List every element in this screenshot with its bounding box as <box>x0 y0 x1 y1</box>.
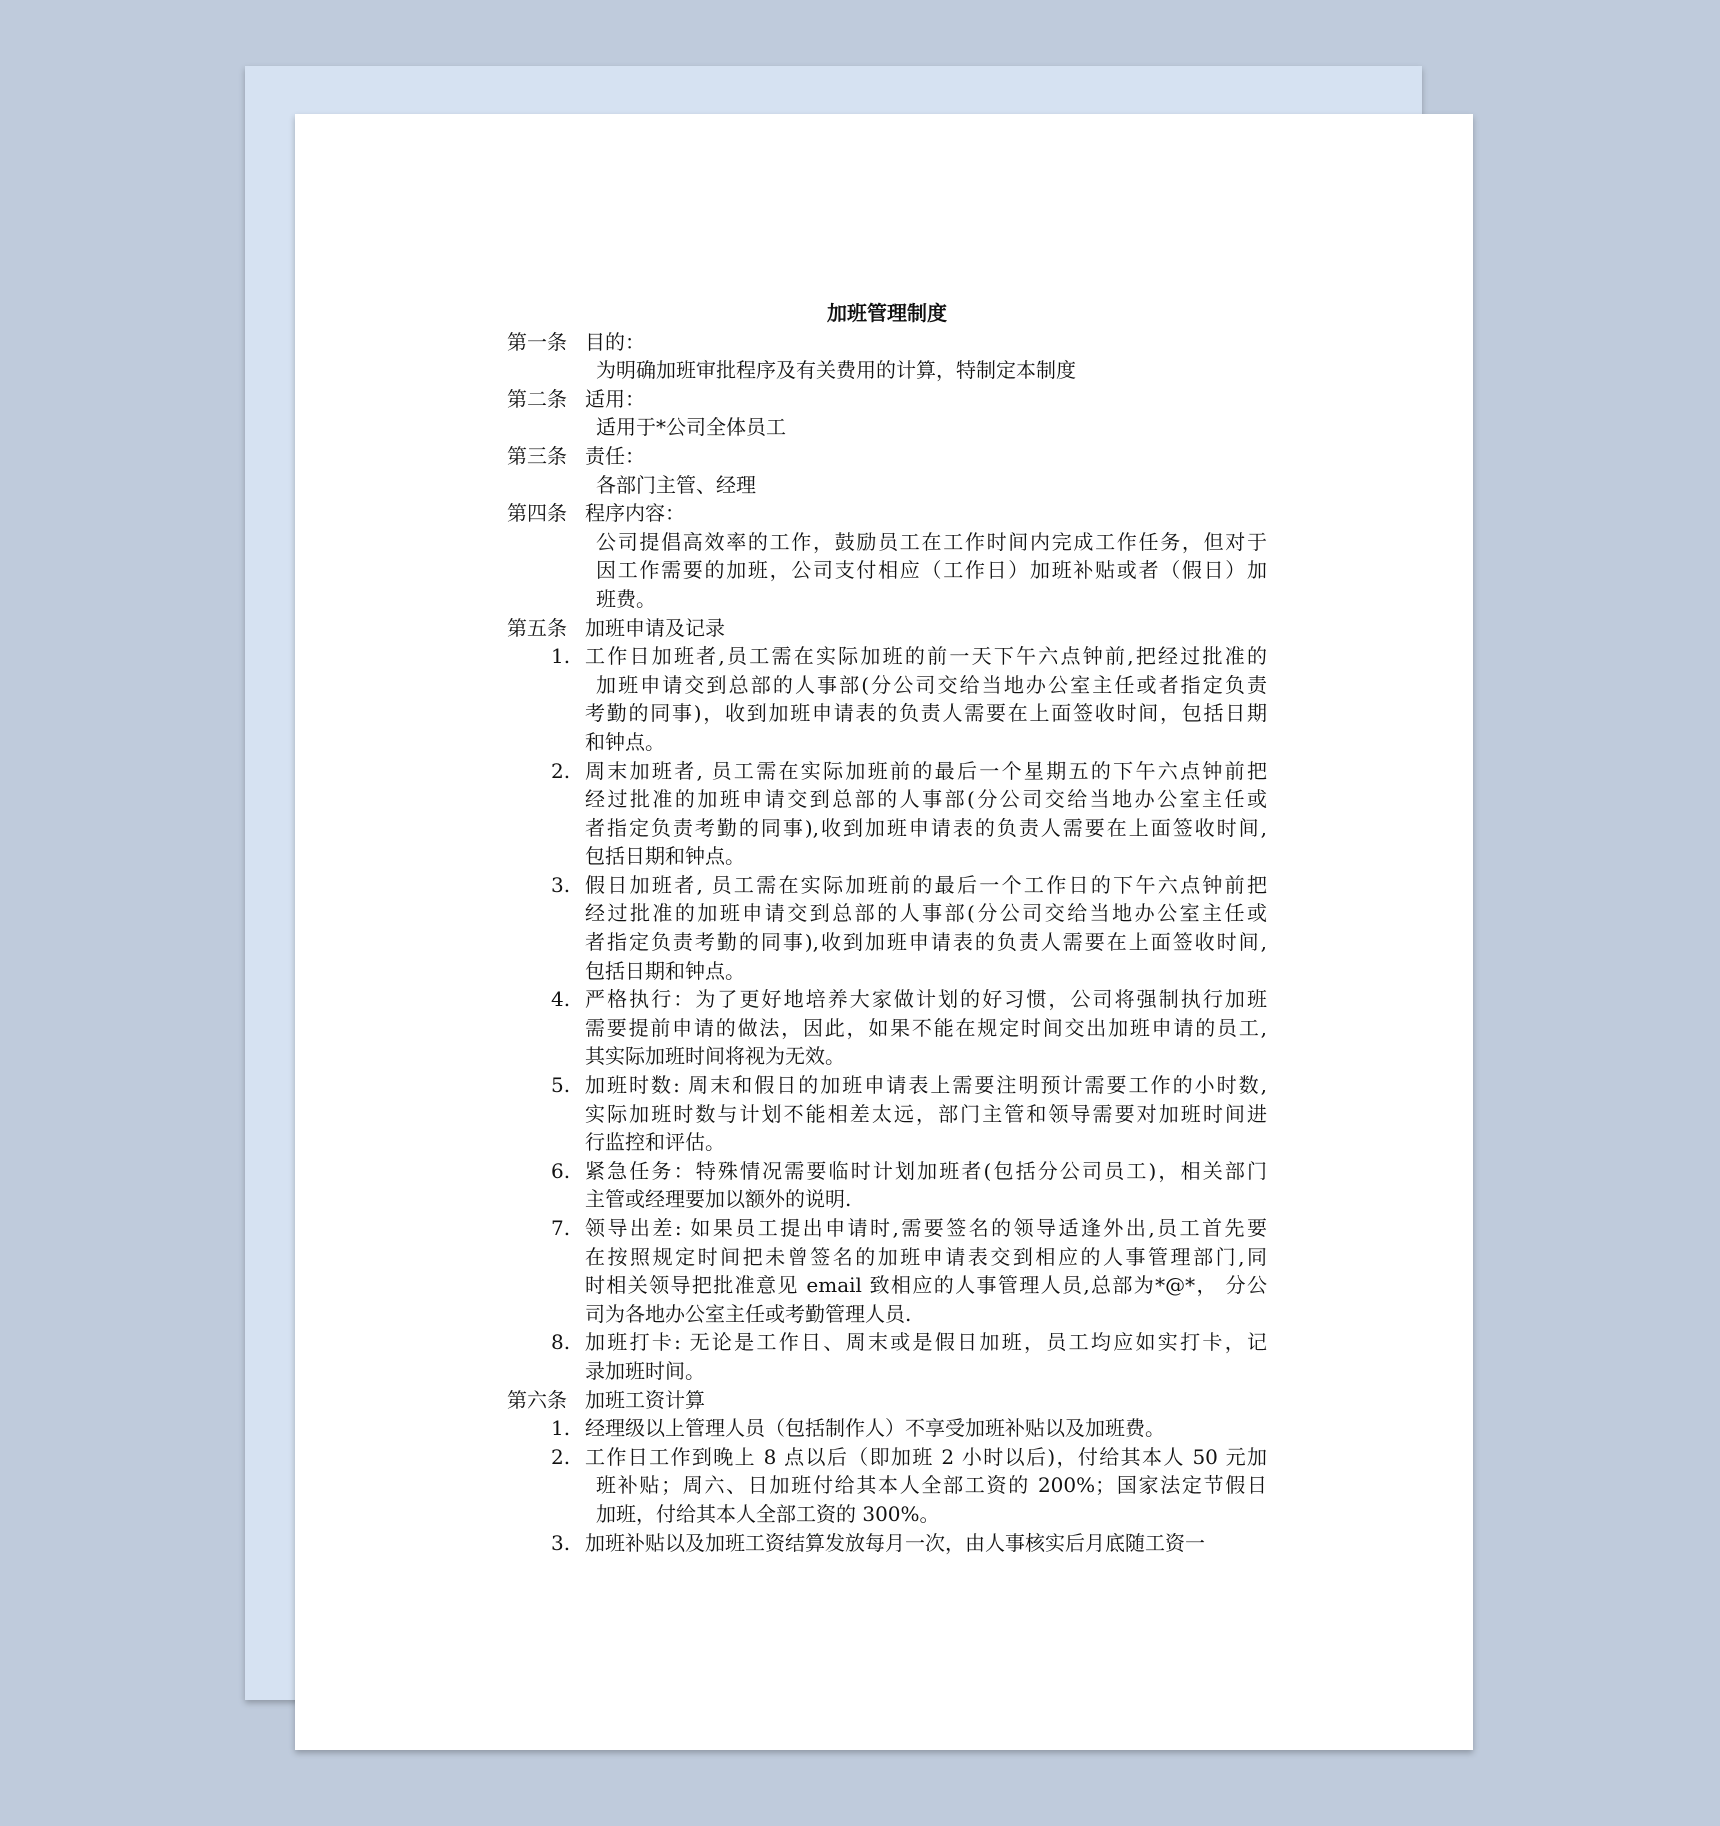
list-item-text: 在按照规定时间把未曾签名的加班申请表交到相应的人事管理部门,同 <box>585 1244 1267 1269</box>
list-number <box>507 1500 585 1529</box>
item-number: 4. <box>551 987 571 1012</box>
section-heading <box>507 442 1267 471</box>
section-title: 适用： <box>585 386 645 411</box>
paragraph-line: 班费。 <box>596 586 656 611</box>
list-item-text: 录加班时间。 <box>585 1358 705 1383</box>
section-title: 目的： <box>585 329 645 354</box>
item-number: 3. <box>551 1530 571 1555</box>
list-number <box>507 985 585 1014</box>
list-item-text: 周末加班者, 员工需在实际加班前的最后一个星期五的下午六点钟前把 <box>585 758 1267 783</box>
list-item-line <box>507 1414 1267 1443</box>
list-item-line <box>507 699 1267 728</box>
list-item-line <box>507 1042 1267 1071</box>
list-item-line <box>507 1328 1267 1357</box>
section-title: 加班工资计算 <box>585 1387 705 1412</box>
list-number <box>507 1243 585 1272</box>
list-item-text: 需要提前申请的做法，因此，如果不能在规定时间交出加班申请的员工, <box>585 1015 1267 1040</box>
list-number <box>507 1214 585 1243</box>
section-label: 第三条 <box>507 443 567 468</box>
list-item-text: 考勤的同事)，收到加班申请表的负责人需要在上面签收时间，包括日期 <box>585 701 1267 726</box>
list-item-text: 时相关领导把批准意见 email 致相应的人事管理人员,总部为*@*， 分公 <box>585 1273 1267 1298</box>
list-item-text: 经理级以上管理人员（包括制作人）不享受加班补贴以及加班费。 <box>585 1416 1165 1441</box>
list-item-text: 严格执行：为了更好地培养大家做计划的好习惯，公司将强制执行加班 <box>585 987 1267 1012</box>
list-number <box>507 928 585 957</box>
list-item-text: 司为各地办公室主任或考勤管理人员. <box>585 1301 912 1326</box>
list-number <box>507 842 585 871</box>
list-item-line <box>507 1500 1267 1529</box>
list-item-text: 包括日期和钟点。 <box>585 958 745 983</box>
section-label: 第四条 <box>507 501 567 526</box>
section-label: 第五条 <box>507 615 567 640</box>
list-number <box>507 871 585 900</box>
list-item-text: 领导出差: 如果员工提出申请时,需要签名的领导适逢外出,员工首先要 <box>585 1216 1267 1240</box>
list-number <box>507 671 585 700</box>
list-item-line <box>507 1157 1267 1186</box>
item-number: 1. <box>551 1416 571 1441</box>
list-item-line <box>507 642 1267 671</box>
document-title: 加班管理制度 <box>827 301 947 325</box>
section-heading <box>507 328 1267 357</box>
list-number <box>507 1471 585 1500</box>
list-number <box>507 785 585 814</box>
list-number <box>507 728 585 757</box>
list-item-text: 包括日期和钟点。 <box>585 844 745 869</box>
list-item-line <box>507 1529 1267 1558</box>
paragraph-line: 各部门主管、经理 <box>596 472 756 497</box>
list-number <box>507 1128 585 1157</box>
list-item-line <box>507 1214 1267 1243</box>
list-item-line <box>507 814 1267 843</box>
section-heading <box>507 499 1267 528</box>
section-heading <box>507 385 1267 414</box>
paragraph-line: 因工作需要的加班，公司支付相应（工作日）加班补贴或者（假日）加 <box>596 558 1267 583</box>
list-number <box>507 1271 585 1300</box>
list-number <box>507 1414 585 1443</box>
list-item-line <box>507 1471 1267 1500</box>
item-number: 2. <box>551 1444 571 1469</box>
item-number: 1. <box>551 644 571 669</box>
item-number: 7. <box>551 1216 571 1240</box>
list-item-line <box>507 871 1267 900</box>
list-number <box>507 957 585 986</box>
section-label: 第二条 <box>507 386 567 411</box>
list-item-line <box>507 1300 1267 1329</box>
list-item-text: 加班时数: 周末和假日的加班申请表上需要注明预计需要工作的小时数, <box>585 1073 1267 1098</box>
list-item-line <box>507 671 1267 700</box>
list-item-text: 和钟点。 <box>585 729 665 754</box>
list-item-text: 班补贴；周六、日加班付给其本人全部工资的 200%；国家法定节假日 <box>596 1473 1267 1498</box>
list-number <box>507 1300 585 1329</box>
list-item-text: 紧急任务：特殊情况需要临时计划加班者(包括分公司员工)，相关部门 <box>585 1158 1267 1183</box>
list-item-text: 加班申请交到总部的人事部(分公司交给当地办公室主任或者指定负责 <box>596 672 1267 697</box>
list-item-line <box>507 1243 1267 1272</box>
list-item-line <box>507 899 1267 928</box>
item-number: 6. <box>551 1158 571 1183</box>
list-number <box>507 757 585 786</box>
list-item-line <box>507 1100 1267 1129</box>
list-number <box>507 1100 585 1129</box>
list-number <box>507 699 585 728</box>
list-number <box>507 1157 585 1186</box>
section-heading <box>507 614 1267 643</box>
item-number: 8. <box>551 1330 571 1355</box>
item-number: 3. <box>551 872 571 897</box>
document-body <box>507 299 1267 1557</box>
list-item-text: 经过批准的加班申请交到总部的人事部(分公司交给当地办公室主任或 <box>585 787 1267 812</box>
list-item-text: 加班，付给其本人全部工资的 300%。 <box>596 1501 940 1526</box>
item-number: 2. <box>551 758 571 783</box>
list-item-line <box>507 957 1267 986</box>
section-title: 程序内容： <box>585 501 685 526</box>
list-item-text: 实际加班时数与计划不能相差太远，部门主管和领导需要对加班时间进 <box>585 1101 1267 1126</box>
list-item-text: 假日加班者, 员工需在实际加班前的最后一个工作日的下午六点钟前把 <box>585 872 1267 897</box>
list-item-line <box>507 1071 1267 1100</box>
list-item-line <box>507 785 1267 814</box>
item-number: 5. <box>551 1073 571 1098</box>
list-number <box>507 1357 585 1386</box>
list-item-text: 经过批准的加班申请交到总部的人事部(分公司交给当地办公室主任或 <box>585 901 1267 926</box>
list-number <box>507 1443 585 1472</box>
list-number <box>507 899 585 928</box>
list-item-text: 工作日加班者,员工需在实际加班的前一天下午六点钟前,把经过批准的 <box>585 644 1267 669</box>
list-item-line <box>507 757 1267 786</box>
section-label: 第六条 <box>507 1387 567 1412</box>
list-number <box>507 1071 585 1100</box>
list-number <box>507 1042 585 1071</box>
list-item-text: 其实际加班时间将视为无效。 <box>585 1044 845 1069</box>
list-item-line <box>507 1185 1267 1214</box>
section-label: 第一条 <box>507 329 567 354</box>
list-item-text: 工作日工作到晚上 8 点以后（即加班 2 小时以后)，付给其本人 50 元加 <box>585 1444 1267 1469</box>
list-item-line <box>507 1357 1267 1386</box>
list-number <box>507 1185 585 1214</box>
section-title: 加班申请及记录 <box>585 615 725 640</box>
list-number <box>507 1529 585 1558</box>
list-item-text: 行监控和评估。 <box>585 1130 725 1155</box>
list-item-text: 者指定负责考勤的同事),收到加班申请表的负责人需要在上面签收时间, <box>585 815 1267 840</box>
list-item-line <box>507 1128 1267 1157</box>
list-item-text: 者指定负责考勤的同事),收到加班申请表的负责人需要在上面签收时间, <box>585 930 1267 955</box>
list-item-line <box>507 928 1267 957</box>
section-title: 责任： <box>585 443 645 468</box>
list-item-line <box>507 1271 1267 1300</box>
list-item-text: 主管或经理要加以额外的说明. <box>585 1187 852 1212</box>
paragraph-line: 公司提倡高效率的工作，鼓励员工在工作时间内完成工作任务，但对于 <box>596 529 1267 554</box>
list-item-line <box>507 728 1267 757</box>
list-number <box>507 1328 585 1357</box>
list-item-line <box>507 1014 1267 1043</box>
section-heading <box>507 1386 1267 1415</box>
list-item-line <box>507 842 1267 871</box>
list-item-text: 加班补贴以及加班工资结算发放每月一次，由人事核实后月底随工资一 <box>585 1530 1205 1555</box>
list-item-line <box>507 1443 1267 1472</box>
list-item-text: 加班打卡: 无论是工作日、周末或是假日加班，员工均应如实打卡，记 <box>585 1330 1267 1355</box>
list-number <box>507 1014 585 1043</box>
paragraph-line: 为明确加班审批程序及有关费用的计算，特制定本制度 <box>596 358 1076 383</box>
list-number <box>507 814 585 843</box>
list-number <box>507 642 585 671</box>
paragraph-line: 适用于*公司全体员工 <box>596 415 786 440</box>
list-item-line <box>507 985 1267 1014</box>
